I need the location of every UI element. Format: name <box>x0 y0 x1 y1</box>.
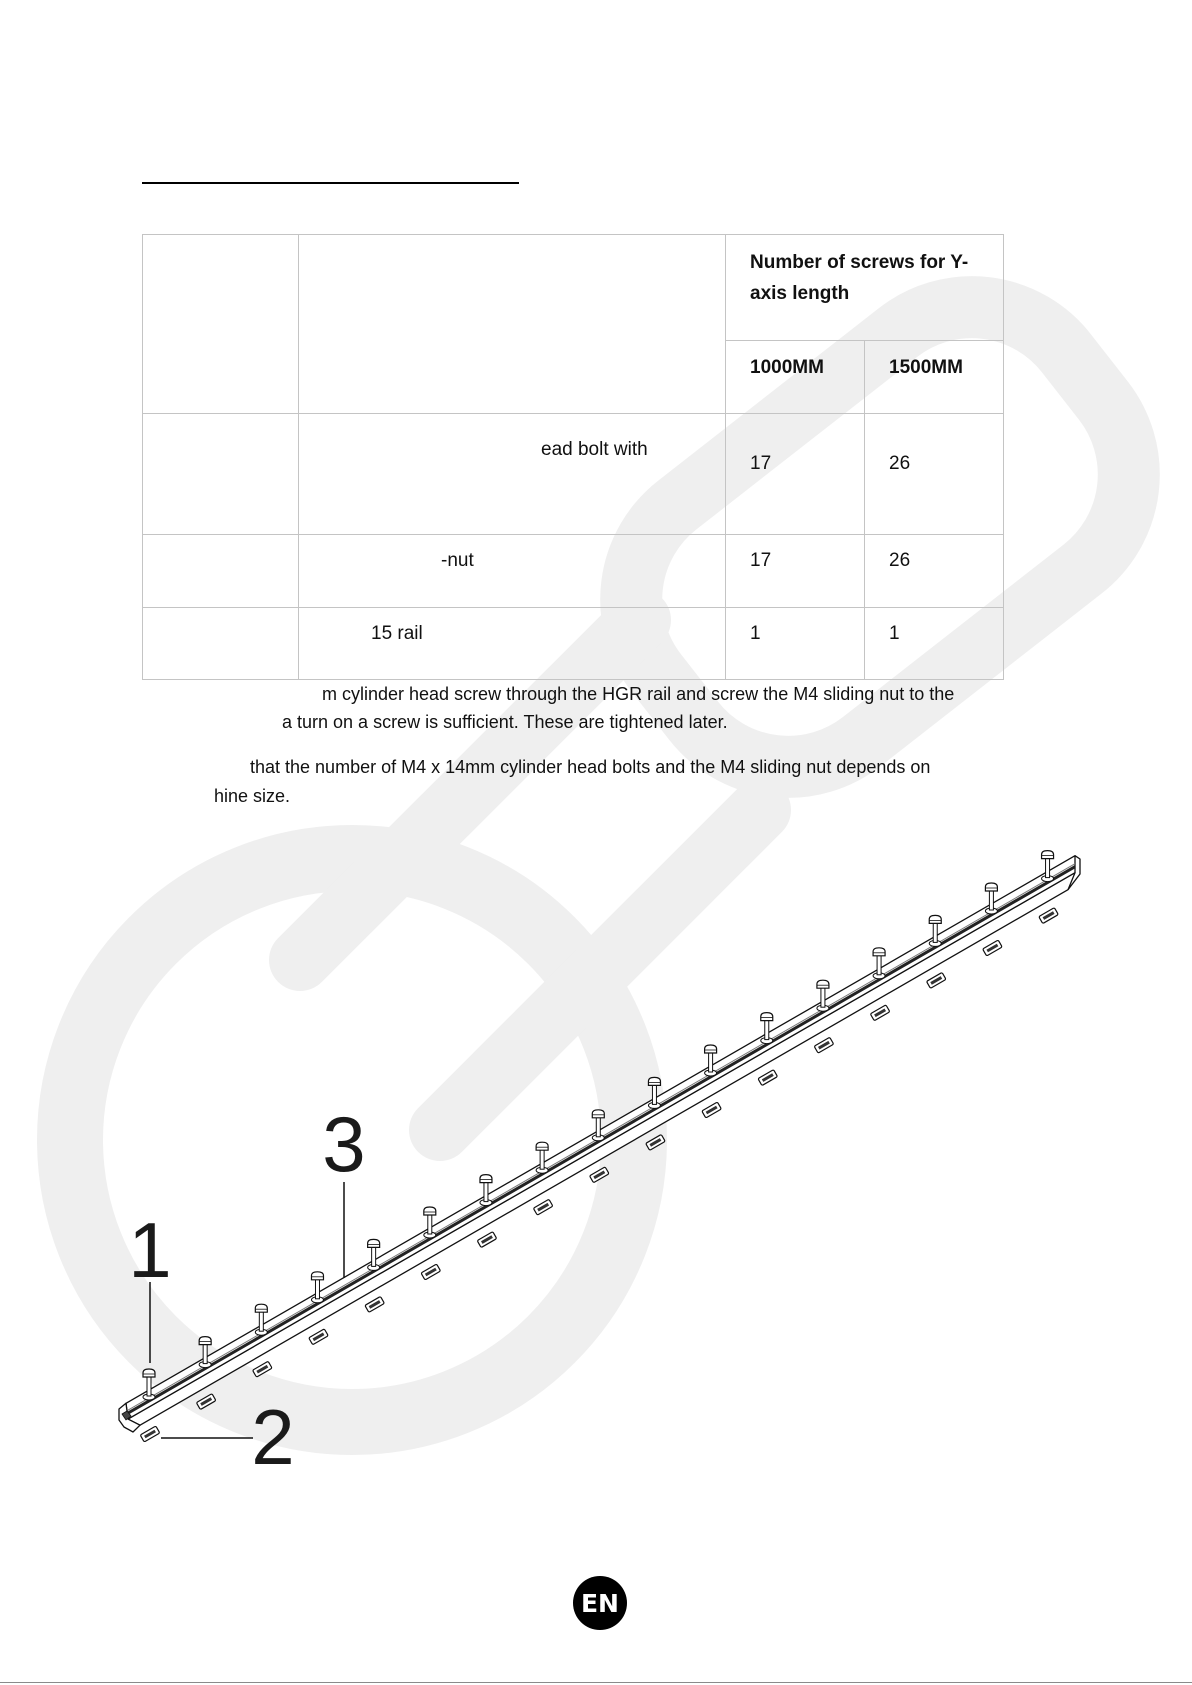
screw <box>873 948 885 979</box>
callout-label-nut: 2 <box>251 1393 295 1481</box>
screw-head <box>1042 851 1054 859</box>
sliding-nut <box>814 1037 834 1053</box>
sliding-nut <box>309 1329 329 1345</box>
screw-shaft <box>821 987 825 1007</box>
screw <box>368 1239 380 1270</box>
screw-shaft <box>1046 858 1050 878</box>
callout-label-rail: 3 <box>322 1100 366 1188</box>
screw-head <box>311 1272 323 1280</box>
screw <box>648 1077 660 1108</box>
instruction-line: m cylinder head screw through the HGR rail and screw the M4 sliding nut to the <box>322 684 955 704</box>
screw-head <box>705 1045 717 1053</box>
row-description: -nut <box>441 550 474 571</box>
screw-shaft <box>147 1376 151 1396</box>
row-qty-1000: 17 <box>750 453 772 474</box>
screw <box>143 1369 155 1400</box>
screw-head <box>648 1077 660 1085</box>
row-qty-1500: 1 <box>889 623 900 644</box>
screw-shaft <box>877 955 881 975</box>
sliding-nut <box>253 1361 273 1377</box>
screw-head <box>143 1369 155 1377</box>
sliding-nut <box>589 1167 609 1183</box>
screw-head <box>592 1110 604 1118</box>
screw <box>199 1337 211 1368</box>
screw-head <box>199 1337 211 1345</box>
screw <box>255 1304 267 1335</box>
sliding-nut <box>196 1394 216 1410</box>
screw-head <box>536 1142 548 1150</box>
rail-front-face <box>128 873 1075 1425</box>
instruction-line: a turn on a screw is sufficient. These are tightened later. <box>282 712 728 732</box>
screw-shaft <box>428 1214 432 1234</box>
sliding-nut <box>1039 908 1059 924</box>
sliding-nut <box>421 1264 441 1280</box>
sliding-nut <box>533 1199 553 1215</box>
screw-shaft <box>765 1020 769 1040</box>
screw-shaft <box>933 922 937 942</box>
sliding-nut <box>758 1070 778 1086</box>
screw-head <box>929 915 941 923</box>
column-label-1000: 1000MM <box>750 357 824 378</box>
screw-shaft <box>540 1149 544 1169</box>
screw <box>705 1045 717 1076</box>
screw <box>536 1142 548 1173</box>
screw-head <box>817 980 829 988</box>
row-qty-1500: 26 <box>889 550 911 571</box>
note-line: that the number of M4 x 14mm cylinder head bolts and the M4 sliding nut depends on <box>250 757 931 777</box>
screw-shaft <box>372 1246 376 1266</box>
screw-head <box>424 1207 436 1215</box>
screw-count-heading: Number of screws for Y-axis length <box>750 252 969 304</box>
note-line: hine size. <box>214 786 291 806</box>
sliding-nut <box>702 1102 722 1118</box>
screw <box>311 1272 323 1303</box>
footer-logo <box>573 1576 627 1630</box>
screw <box>985 883 997 914</box>
screw <box>424 1207 436 1238</box>
screw <box>929 915 941 946</box>
screw-head <box>985 883 997 891</box>
screw-head <box>761 1013 773 1021</box>
screw-head <box>873 948 885 956</box>
screw <box>1042 851 1054 882</box>
sliding-nut <box>477 1232 497 1248</box>
screw <box>761 1013 773 1044</box>
screw-shaft <box>315 1279 319 1299</box>
row-description: ead bolt with <box>541 439 648 460</box>
logo-text: EN <box>580 1589 620 1618</box>
callout-label-screw: 1 <box>128 1206 172 1294</box>
sliding-nut <box>870 1005 890 1021</box>
screw-head <box>480 1175 492 1183</box>
screw-shaft <box>652 1084 656 1104</box>
screw <box>592 1110 604 1141</box>
screw-shaft <box>989 890 993 910</box>
row-qty-1500: 26 <box>889 453 911 474</box>
screw-head <box>255 1304 267 1312</box>
screw-shaft <box>596 1117 600 1137</box>
sliding-nut <box>983 940 1003 956</box>
row-qty-1000: 17 <box>750 550 772 571</box>
screw <box>480 1175 492 1206</box>
screw-shaft <box>709 1052 713 1072</box>
sliding-nuts <box>140 908 1058 1442</box>
page-bottom-rule <box>0 1682 1192 1683</box>
column-label-1500: 1500MM <box>889 357 963 378</box>
screw-shaft <box>259 1311 263 1331</box>
screw-shaft <box>484 1182 488 1202</box>
screw-head <box>368 1239 380 1247</box>
sliding-nut <box>140 1426 160 1442</box>
sliding-nut <box>365 1296 385 1312</box>
sliding-nut <box>646 1134 666 1150</box>
screw-shaft <box>203 1344 207 1364</box>
sliding-nut <box>926 972 946 988</box>
screw <box>817 980 829 1011</box>
row-qty-1000: 1 <box>750 623 761 644</box>
row-description: 15 rail <box>371 623 423 644</box>
